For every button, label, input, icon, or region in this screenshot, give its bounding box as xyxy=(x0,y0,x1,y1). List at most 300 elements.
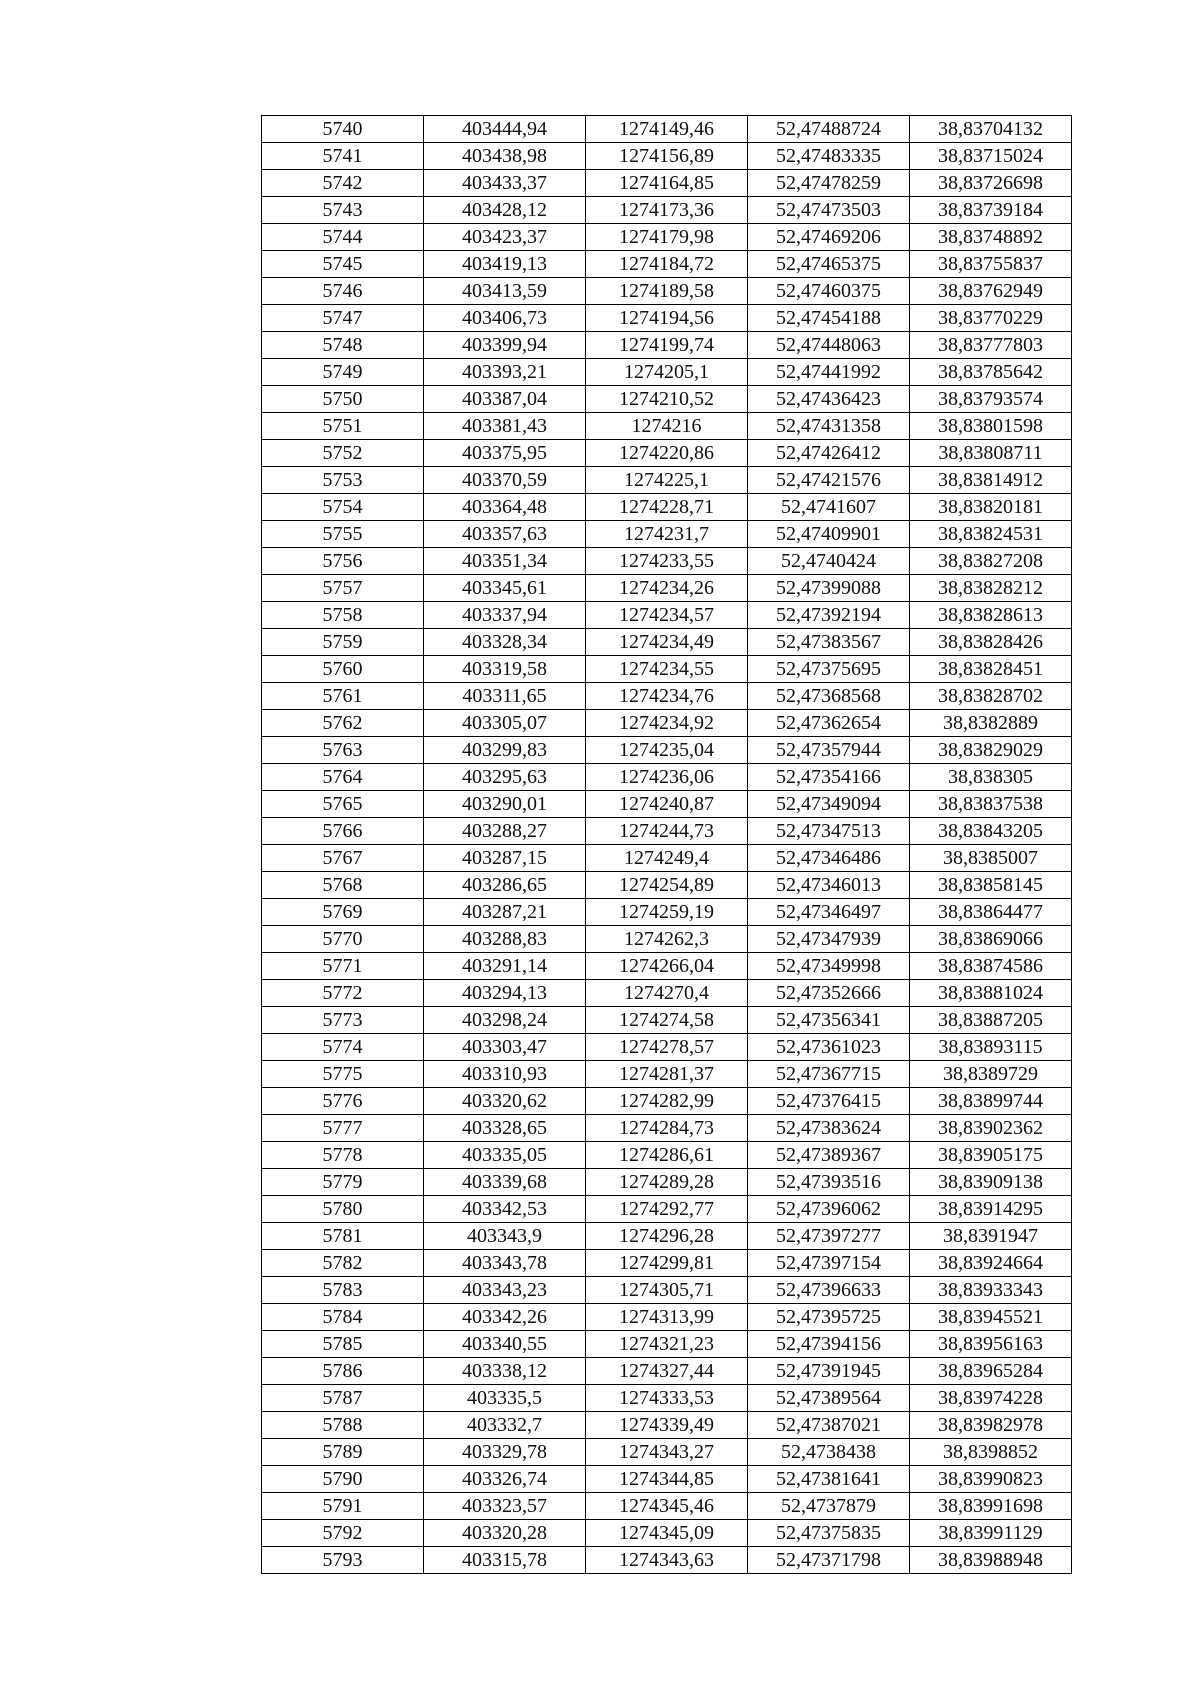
point-number-cell: 5783 xyxy=(262,1277,424,1304)
y-coordinate-cell: 1274220,86 xyxy=(586,440,748,467)
y-coordinate-cell: 1274234,26 xyxy=(586,575,748,602)
longitude-cell: 38,83739184 xyxy=(910,197,1072,224)
longitude-cell: 38,83899744 xyxy=(910,1088,1072,1115)
table-row xyxy=(262,305,1072,332)
longitude-cell: 38,83933343 xyxy=(910,1277,1072,1304)
longitude-cell: 38,83829029 xyxy=(910,737,1072,764)
latitude-cell: 52,47397277 xyxy=(748,1223,910,1250)
point-number-cell: 5775 xyxy=(262,1061,424,1088)
latitude-cell: 52,47473503 xyxy=(748,197,910,224)
x-coordinate-cell: 403332,7 xyxy=(424,1412,586,1439)
longitude-cell: 38,83869066 xyxy=(910,926,1072,953)
x-coordinate-cell: 403315,78 xyxy=(424,1547,586,1574)
table-row xyxy=(262,980,1072,1007)
point-number-cell: 5792 xyxy=(262,1520,424,1547)
point-number-cell: 5773 xyxy=(262,1007,424,1034)
x-coordinate-cell: 403287,15 xyxy=(424,845,586,872)
point-number-cell: 5752 xyxy=(262,440,424,467)
latitude-cell: 52,4741607 xyxy=(748,494,910,521)
longitude-cell: 38,838305 xyxy=(910,764,1072,791)
y-coordinate-cell: 1274284,73 xyxy=(586,1115,748,1142)
latitude-cell: 52,47454188 xyxy=(748,305,910,332)
latitude-cell: 52,47465375 xyxy=(748,251,910,278)
latitude-cell: 52,4740424 xyxy=(748,548,910,575)
point-number-cell: 5754 xyxy=(262,494,424,521)
latitude-cell: 52,47362654 xyxy=(748,710,910,737)
latitude-cell: 52,47383567 xyxy=(748,629,910,656)
latitude-cell: 52,47469206 xyxy=(748,224,910,251)
longitude-cell: 38,83974228 xyxy=(910,1385,1072,1412)
x-coordinate-cell: 403381,43 xyxy=(424,413,586,440)
latitude-cell: 52,47421576 xyxy=(748,467,910,494)
y-coordinate-cell: 1274179,98 xyxy=(586,224,748,251)
point-number-cell: 5793 xyxy=(262,1547,424,1574)
table-row xyxy=(262,872,1072,899)
y-coordinate-cell: 1274305,71 xyxy=(586,1277,748,1304)
x-coordinate-cell: 403423,37 xyxy=(424,224,586,251)
longitude-cell: 38,83887205 xyxy=(910,1007,1072,1034)
y-coordinate-cell: 1274205,1 xyxy=(586,359,748,386)
table-row xyxy=(262,386,1072,413)
latitude-cell: 52,47389367 xyxy=(748,1142,910,1169)
x-coordinate-cell: 403294,13 xyxy=(424,980,586,1007)
x-coordinate-cell: 403340,55 xyxy=(424,1331,586,1358)
table-row xyxy=(262,413,1072,440)
y-coordinate-cell: 1274289,28 xyxy=(586,1169,748,1196)
point-number-cell: 5748 xyxy=(262,332,424,359)
table-row xyxy=(262,1277,1072,1304)
y-coordinate-cell: 1274244,73 xyxy=(586,818,748,845)
y-coordinate-cell: 1274327,44 xyxy=(586,1358,748,1385)
latitude-cell: 52,47478259 xyxy=(748,170,910,197)
table-row xyxy=(262,1412,1072,1439)
table-row xyxy=(262,1007,1072,1034)
table-row xyxy=(262,818,1072,845)
latitude-cell: 52,47409901 xyxy=(748,521,910,548)
latitude-cell: 52,47376415 xyxy=(748,1088,910,1115)
longitude-cell: 38,8389729 xyxy=(910,1061,1072,1088)
table-row xyxy=(262,845,1072,872)
x-coordinate-cell: 403298,24 xyxy=(424,1007,586,1034)
latitude-cell: 52,47346486 xyxy=(748,845,910,872)
table-row xyxy=(262,116,1072,143)
point-number-cell: 5780 xyxy=(262,1196,424,1223)
latitude-cell: 52,47397154 xyxy=(748,1250,910,1277)
latitude-cell: 52,47356341 xyxy=(748,1007,910,1034)
longitude-cell: 38,83748892 xyxy=(910,224,1072,251)
latitude-cell: 52,47349094 xyxy=(748,791,910,818)
point-number-cell: 5776 xyxy=(262,1088,424,1115)
y-coordinate-cell: 1274233,55 xyxy=(586,548,748,575)
point-number-cell: 5769 xyxy=(262,899,424,926)
longitude-cell: 38,83704132 xyxy=(910,116,1072,143)
y-coordinate-cell: 1274156,89 xyxy=(586,143,748,170)
latitude-cell: 52,4738438 xyxy=(748,1439,910,1466)
point-number-cell: 5772 xyxy=(262,980,424,1007)
point-number-cell: 5768 xyxy=(262,872,424,899)
point-number-cell: 5779 xyxy=(262,1169,424,1196)
longitude-cell: 38,83914295 xyxy=(910,1196,1072,1223)
table-row xyxy=(262,1196,1072,1223)
point-number-cell: 5746 xyxy=(262,278,424,305)
latitude-cell: 52,47346013 xyxy=(748,872,910,899)
table-row xyxy=(262,1250,1072,1277)
latitude-cell: 52,47392194 xyxy=(748,602,910,629)
point-number-cell: 5778 xyxy=(262,1142,424,1169)
x-coordinate-cell: 403328,34 xyxy=(424,629,586,656)
latitude-cell: 52,47371798 xyxy=(748,1547,910,1574)
point-number-cell: 5785 xyxy=(262,1331,424,1358)
table-row xyxy=(262,1439,1072,1466)
point-number-cell: 5763 xyxy=(262,737,424,764)
table-row xyxy=(262,440,1072,467)
latitude-cell: 52,47346497 xyxy=(748,899,910,926)
x-coordinate-cell: 403343,23 xyxy=(424,1277,586,1304)
y-coordinate-cell: 1274234,76 xyxy=(586,683,748,710)
x-coordinate-cell: 403335,5 xyxy=(424,1385,586,1412)
longitude-cell: 38,83762949 xyxy=(910,278,1072,305)
x-coordinate-cell: 403342,26 xyxy=(424,1304,586,1331)
table-row xyxy=(262,359,1072,386)
longitude-cell: 38,83828451 xyxy=(910,656,1072,683)
point-number-cell: 5782 xyxy=(262,1250,424,1277)
y-coordinate-cell: 1274278,57 xyxy=(586,1034,748,1061)
y-coordinate-cell: 1274210,52 xyxy=(586,386,748,413)
longitude-cell: 38,83820181 xyxy=(910,494,1072,521)
x-coordinate-cell: 403343,9 xyxy=(424,1223,586,1250)
x-coordinate-cell: 403343,78 xyxy=(424,1250,586,1277)
longitude-cell: 38,83982978 xyxy=(910,1412,1072,1439)
longitude-cell: 38,83881024 xyxy=(910,980,1072,1007)
x-coordinate-cell: 403320,28 xyxy=(424,1520,586,1547)
x-coordinate-cell: 403351,34 xyxy=(424,548,586,575)
latitude-cell: 52,47441992 xyxy=(748,359,910,386)
y-coordinate-cell: 1274189,58 xyxy=(586,278,748,305)
longitude-cell: 38,83864477 xyxy=(910,899,1072,926)
table-row xyxy=(262,602,1072,629)
latitude-cell: 52,47367715 xyxy=(748,1061,910,1088)
x-coordinate-cell: 403319,58 xyxy=(424,656,586,683)
y-coordinate-cell: 1274345,46 xyxy=(586,1493,748,1520)
x-coordinate-cell: 403290,01 xyxy=(424,791,586,818)
point-number-cell: 5749 xyxy=(262,359,424,386)
x-coordinate-cell: 403295,63 xyxy=(424,764,586,791)
latitude-cell: 52,47448063 xyxy=(748,332,910,359)
longitude-cell: 38,8385007 xyxy=(910,845,1072,872)
x-coordinate-cell: 403406,73 xyxy=(424,305,586,332)
x-coordinate-cell: 403433,37 xyxy=(424,170,586,197)
longitude-cell: 38,83808711 xyxy=(910,440,1072,467)
longitude-cell: 38,8398852 xyxy=(910,1439,1072,1466)
table-row xyxy=(262,1547,1072,1574)
longitude-cell: 38,83755837 xyxy=(910,251,1072,278)
point-number-cell: 5758 xyxy=(262,602,424,629)
table-row xyxy=(262,1385,1072,1412)
table-row xyxy=(262,764,1072,791)
point-number-cell: 5789 xyxy=(262,1439,424,1466)
table-row xyxy=(262,791,1072,818)
y-coordinate-cell: 1274234,92 xyxy=(586,710,748,737)
point-number-cell: 5777 xyxy=(262,1115,424,1142)
longitude-cell: 38,83991698 xyxy=(910,1493,1072,1520)
table-row xyxy=(262,1466,1072,1493)
longitude-cell: 38,83924664 xyxy=(910,1250,1072,1277)
longitude-cell: 38,8391947 xyxy=(910,1223,1072,1250)
point-number-cell: 5771 xyxy=(262,953,424,980)
table-row xyxy=(262,1115,1072,1142)
x-coordinate-cell: 403342,53 xyxy=(424,1196,586,1223)
latitude-cell: 52,47347513 xyxy=(748,818,910,845)
point-number-cell: 5765 xyxy=(262,791,424,818)
table-row xyxy=(262,656,1072,683)
table-row xyxy=(262,467,1072,494)
longitude-cell: 38,83777803 xyxy=(910,332,1072,359)
table-row xyxy=(262,1520,1072,1547)
latitude-cell: 52,47391945 xyxy=(748,1358,910,1385)
y-coordinate-cell: 1274281,37 xyxy=(586,1061,748,1088)
point-number-cell: 5744 xyxy=(262,224,424,251)
y-coordinate-cell: 1274235,04 xyxy=(586,737,748,764)
latitude-cell: 52,47431358 xyxy=(748,413,910,440)
y-coordinate-cell: 1274216 xyxy=(586,413,748,440)
x-coordinate-cell: 403428,12 xyxy=(424,197,586,224)
table-row xyxy=(262,575,1072,602)
latitude-cell: 52,47389564 xyxy=(748,1385,910,1412)
longitude-cell: 38,83965284 xyxy=(910,1358,1072,1385)
point-number-cell: 5755 xyxy=(262,521,424,548)
table-row xyxy=(262,548,1072,575)
table-row xyxy=(262,899,1072,926)
point-number-cell: 5747 xyxy=(262,305,424,332)
point-number-cell: 5767 xyxy=(262,845,424,872)
longitude-cell: 38,83828212 xyxy=(910,575,1072,602)
point-number-cell: 5791 xyxy=(262,1493,424,1520)
table-row xyxy=(262,278,1072,305)
latitude-cell: 52,47399088 xyxy=(748,575,910,602)
table-row xyxy=(262,1304,1072,1331)
y-coordinate-cell: 1274345,09 xyxy=(586,1520,748,1547)
point-number-cell: 5781 xyxy=(262,1223,424,1250)
point-number-cell: 5740 xyxy=(262,116,424,143)
y-coordinate-cell: 1274286,61 xyxy=(586,1142,748,1169)
table-row xyxy=(262,251,1072,278)
y-coordinate-cell: 1274240,87 xyxy=(586,791,748,818)
latitude-cell: 52,47387021 xyxy=(748,1412,910,1439)
point-number-cell: 5762 xyxy=(262,710,424,737)
longitude-cell: 38,83827208 xyxy=(910,548,1072,575)
point-number-cell: 5751 xyxy=(262,413,424,440)
longitude-cell: 38,83909138 xyxy=(910,1169,1072,1196)
x-coordinate-cell: 403287,21 xyxy=(424,899,586,926)
longitude-cell: 38,83814912 xyxy=(910,467,1072,494)
y-coordinate-cell: 1274313,99 xyxy=(586,1304,748,1331)
x-coordinate-cell: 403291,14 xyxy=(424,953,586,980)
longitude-cell: 38,83843205 xyxy=(910,818,1072,845)
longitude-cell: 38,83770229 xyxy=(910,305,1072,332)
longitude-cell: 38,83828702 xyxy=(910,683,1072,710)
x-coordinate-cell: 403305,07 xyxy=(424,710,586,737)
x-coordinate-cell: 403393,21 xyxy=(424,359,586,386)
longitude-cell: 38,83945521 xyxy=(910,1304,1072,1331)
latitude-cell: 52,47352666 xyxy=(748,980,910,1007)
x-coordinate-cell: 403387,04 xyxy=(424,386,586,413)
longitude-cell: 38,83988948 xyxy=(910,1547,1072,1574)
point-number-cell: 5784 xyxy=(262,1304,424,1331)
table-row xyxy=(262,737,1072,764)
y-coordinate-cell: 1274259,19 xyxy=(586,899,748,926)
longitude-cell: 38,83902362 xyxy=(910,1115,1072,1142)
y-coordinate-cell: 1274282,99 xyxy=(586,1088,748,1115)
table-row xyxy=(262,683,1072,710)
longitude-cell: 38,83990823 xyxy=(910,1466,1072,1493)
longitude-cell: 38,83858145 xyxy=(910,872,1072,899)
x-coordinate-cell: 403338,12 xyxy=(424,1358,586,1385)
y-coordinate-cell: 1274199,74 xyxy=(586,332,748,359)
y-coordinate-cell: 1274270,4 xyxy=(586,980,748,1007)
x-coordinate-cell: 403444,94 xyxy=(424,116,586,143)
coordinates-table xyxy=(261,115,1072,1574)
longitude-cell: 38,83991129 xyxy=(910,1520,1072,1547)
latitude-cell: 52,47383624 xyxy=(748,1115,910,1142)
point-number-cell: 5753 xyxy=(262,467,424,494)
y-coordinate-cell: 1274234,55 xyxy=(586,656,748,683)
longitude-cell: 38,83715024 xyxy=(910,143,1072,170)
latitude-cell: 52,4737879 xyxy=(748,1493,910,1520)
x-coordinate-cell: 403310,93 xyxy=(424,1061,586,1088)
latitude-cell: 52,47347939 xyxy=(748,926,910,953)
latitude-cell: 52,47375695 xyxy=(748,656,910,683)
y-coordinate-cell: 1274164,85 xyxy=(586,170,748,197)
longitude-cell: 38,83726698 xyxy=(910,170,1072,197)
y-coordinate-cell: 1274343,63 xyxy=(586,1547,748,1574)
x-coordinate-cell: 403303,47 xyxy=(424,1034,586,1061)
y-coordinate-cell: 1274292,77 xyxy=(586,1196,748,1223)
y-coordinate-cell: 1274254,89 xyxy=(586,872,748,899)
latitude-cell: 52,47396633 xyxy=(748,1277,910,1304)
table-row xyxy=(262,197,1072,224)
latitude-cell: 52,47396062 xyxy=(748,1196,910,1223)
latitude-cell: 52,47393516 xyxy=(748,1169,910,1196)
x-coordinate-cell: 403337,94 xyxy=(424,602,586,629)
x-coordinate-cell: 403345,61 xyxy=(424,575,586,602)
y-coordinate-cell: 1274236,06 xyxy=(586,764,748,791)
longitude-cell: 38,83828613 xyxy=(910,602,1072,629)
latitude-cell: 52,47368568 xyxy=(748,683,910,710)
table-row xyxy=(262,1331,1072,1358)
table-row xyxy=(262,710,1072,737)
coordinates-table-body xyxy=(262,116,1072,1574)
y-coordinate-cell: 1274231,7 xyxy=(586,521,748,548)
longitude-cell: 38,83956163 xyxy=(910,1331,1072,1358)
table-row xyxy=(262,1034,1072,1061)
table-row xyxy=(262,521,1072,548)
y-coordinate-cell: 1274344,85 xyxy=(586,1466,748,1493)
table-row xyxy=(262,926,1072,953)
point-number-cell: 5786 xyxy=(262,1358,424,1385)
latitude-cell: 52,47483335 xyxy=(748,143,910,170)
y-coordinate-cell: 1274194,56 xyxy=(586,305,748,332)
x-coordinate-cell: 403286,65 xyxy=(424,872,586,899)
y-coordinate-cell: 1274299,81 xyxy=(586,1250,748,1277)
table-row xyxy=(262,332,1072,359)
x-coordinate-cell: 403357,63 xyxy=(424,521,586,548)
y-coordinate-cell: 1274184,72 xyxy=(586,251,748,278)
y-coordinate-cell: 1274266,04 xyxy=(586,953,748,980)
longitude-cell: 38,83785642 xyxy=(910,359,1072,386)
longitude-cell: 38,83828426 xyxy=(910,629,1072,656)
y-coordinate-cell: 1274225,1 xyxy=(586,467,748,494)
table-row xyxy=(262,224,1072,251)
point-number-cell: 5741 xyxy=(262,143,424,170)
x-coordinate-cell: 403339,68 xyxy=(424,1169,586,1196)
table-row xyxy=(262,1493,1072,1520)
latitude-cell: 52,47357944 xyxy=(748,737,910,764)
longitude-cell: 38,83824531 xyxy=(910,521,1072,548)
y-coordinate-cell: 1274343,27 xyxy=(586,1439,748,1466)
x-coordinate-cell: 403413,59 xyxy=(424,278,586,305)
point-number-cell: 5761 xyxy=(262,683,424,710)
latitude-cell: 52,47460375 xyxy=(748,278,910,305)
latitude-cell: 52,47426412 xyxy=(748,440,910,467)
y-coordinate-cell: 1274274,58 xyxy=(586,1007,748,1034)
x-coordinate-cell: 403320,62 xyxy=(424,1088,586,1115)
latitude-cell: 52,47375835 xyxy=(748,1520,910,1547)
latitude-cell: 52,47349998 xyxy=(748,953,910,980)
table-row xyxy=(262,629,1072,656)
y-coordinate-cell: 1274262,3 xyxy=(586,926,748,953)
x-coordinate-cell: 403311,65 xyxy=(424,683,586,710)
point-number-cell: 5770 xyxy=(262,926,424,953)
x-coordinate-cell: 403299,83 xyxy=(424,737,586,764)
latitude-cell: 52,47436423 xyxy=(748,386,910,413)
x-coordinate-cell: 403375,95 xyxy=(424,440,586,467)
point-number-cell: 5759 xyxy=(262,629,424,656)
latitude-cell: 52,47395725 xyxy=(748,1304,910,1331)
table-row xyxy=(262,953,1072,980)
x-coordinate-cell: 403370,59 xyxy=(424,467,586,494)
y-coordinate-cell: 1274149,46 xyxy=(586,116,748,143)
x-coordinate-cell: 403326,74 xyxy=(424,1466,586,1493)
longitude-cell: 38,83893115 xyxy=(910,1034,1072,1061)
point-number-cell: 5743 xyxy=(262,197,424,224)
x-coordinate-cell: 403364,48 xyxy=(424,494,586,521)
x-coordinate-cell: 403288,83 xyxy=(424,926,586,953)
point-number-cell: 5756 xyxy=(262,548,424,575)
y-coordinate-cell: 1274234,57 xyxy=(586,602,748,629)
x-coordinate-cell: 403399,94 xyxy=(424,332,586,359)
y-coordinate-cell: 1274173,36 xyxy=(586,197,748,224)
x-coordinate-cell: 403288,27 xyxy=(424,818,586,845)
longitude-cell: 38,83793574 xyxy=(910,386,1072,413)
table-row xyxy=(262,1169,1072,1196)
latitude-cell: 52,47381641 xyxy=(748,1466,910,1493)
point-number-cell: 5757 xyxy=(262,575,424,602)
point-number-cell: 5774 xyxy=(262,1034,424,1061)
y-coordinate-cell: 1274321,23 xyxy=(586,1331,748,1358)
point-number-cell: 5788 xyxy=(262,1412,424,1439)
longitude-cell: 38,8382889 xyxy=(910,710,1072,737)
latitude-cell: 52,47361023 xyxy=(748,1034,910,1061)
table-row xyxy=(262,1358,1072,1385)
x-coordinate-cell: 403329,78 xyxy=(424,1439,586,1466)
longitude-cell: 38,83837538 xyxy=(910,791,1072,818)
longitude-cell: 38,83905175 xyxy=(910,1142,1072,1169)
table-row xyxy=(262,1061,1072,1088)
x-coordinate-cell: 403328,65 xyxy=(424,1115,586,1142)
table-row xyxy=(262,494,1072,521)
latitude-cell: 52,47354166 xyxy=(748,764,910,791)
table-row xyxy=(262,1142,1072,1169)
